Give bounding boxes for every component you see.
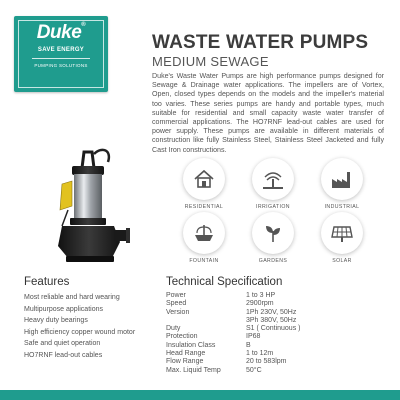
pump-image: [32, 146, 136, 266]
spec-value: 20 to 583lpm: [246, 358, 287, 366]
spec-key: Speed: [166, 300, 187, 308]
spec-key: Insulation Class: [166, 341, 216, 349]
duke-logo: [14, 16, 108, 92]
application-gardens: [235, 212, 311, 264]
spec-value: B: [246, 341, 251, 349]
logo-brand: Duke®: [36, 22, 86, 43]
spec-key: Flow Range: [166, 358, 204, 366]
application-residential: [166, 158, 242, 210]
feature-item: Multipurpose applications: [24, 305, 103, 313]
spec-value: 50°C: [246, 366, 262, 374]
fountain-icon: [183, 212, 225, 254]
application-label: FOUNTAIN: [189, 258, 219, 264]
spec-row: [166, 300, 300, 308]
logo-tagline: SAVE ENERGY: [37, 47, 85, 53]
spec-row: [166, 292, 300, 300]
spec-key: Protection: [166, 333, 198, 341]
application-industrial: [304, 158, 380, 210]
application-fountain: [166, 212, 242, 264]
spec-key: Power: [166, 292, 186, 299]
gardens-icon: [252, 212, 294, 254]
application-label: RESIDENTIAL: [184, 204, 224, 210]
irrigation-icon: [252, 158, 294, 200]
spec-value: S1 ( Continuous ): [246, 325, 301, 333]
spec-key: Max. Liquid Temp: [166, 366, 221, 374]
spec-heading: Technical Specification: [166, 276, 283, 288]
logo-divider: [32, 58, 90, 59]
page-subtitle: MEDIUM SEWAGE: [152, 54, 269, 69]
solar-icon: [321, 212, 363, 254]
spec-key: [166, 317, 246, 325]
spec-row: [166, 350, 300, 358]
product-description: Duke's Waste Water Pumps are high performance pumps designed for Sewage & Drainage water applications. The impellers are of Vortex, Open, closed types depends on the models and the impeller's material too varies. These series pumps are handy and portable types, much suitable for residential and small capacity waste water transfer of commercial applications. The HO7RNF lead-out cables are used for power supply. These pumps are available in different materials of construction like fully Stainless Steel, Stainless Steel Jacketed and fully Cast Iron constructions.: [152, 72, 384, 154]
spec-value: 2900rpm: [246, 300, 274, 308]
spec-row: [166, 317, 300, 325]
features-heading: Features: [24, 276, 70, 288]
spec-value: 1 to 12m: [246, 350, 274, 358]
spec-row: [166, 342, 300, 350]
page-title: WASTE WATER PUMPS: [152, 32, 369, 53]
application-label: INDUSTRIAL: [324, 204, 360, 210]
spec-key: Head Range: [166, 350, 206, 358]
spec-key: Version: [166, 308, 190, 316]
spec-row: [166, 309, 300, 317]
spec-row: [166, 358, 300, 366]
industrial-icon: [321, 158, 363, 200]
application-label: SOLAR: [332, 258, 352, 264]
application-solar: [304, 212, 380, 264]
application-label: GARDENS: [258, 258, 288, 264]
bottom-accent-bar: [0, 390, 400, 400]
spec-key: Duty: [166, 325, 181, 333]
spec-value: 1 to 3 HP: [246, 292, 276, 299]
features-list: [24, 292, 135, 362]
spec-row: [166, 333, 300, 341]
residential-icon: [183, 158, 225, 200]
spec-row: [166, 367, 300, 375]
spec-value: 3Ph 380V, 50Hz: [246, 316, 297, 324]
logo-subtext: PUMPING SOLUTIONS: [34, 63, 88, 68]
feature-item: High efficiency copper wound motor: [24, 328, 136, 336]
feature-item: Safe and quiet operation: [24, 340, 101, 348]
spec-value: 1Ph 230V, 50Hz: [246, 308, 297, 316]
application-label: IRRIGATION: [256, 204, 290, 210]
application-irrigation: [235, 158, 311, 210]
spec-row: [166, 325, 300, 333]
feature-item: HO7RNF lead-out cables: [24, 351, 103, 359]
feature-item: Most reliable and hard wearing: [24, 294, 120, 301]
spec-table: [166, 292, 300, 375]
feature-item: Heavy duty bearings: [24, 317, 88, 325]
spec-value: IP68: [246, 333, 261, 341]
